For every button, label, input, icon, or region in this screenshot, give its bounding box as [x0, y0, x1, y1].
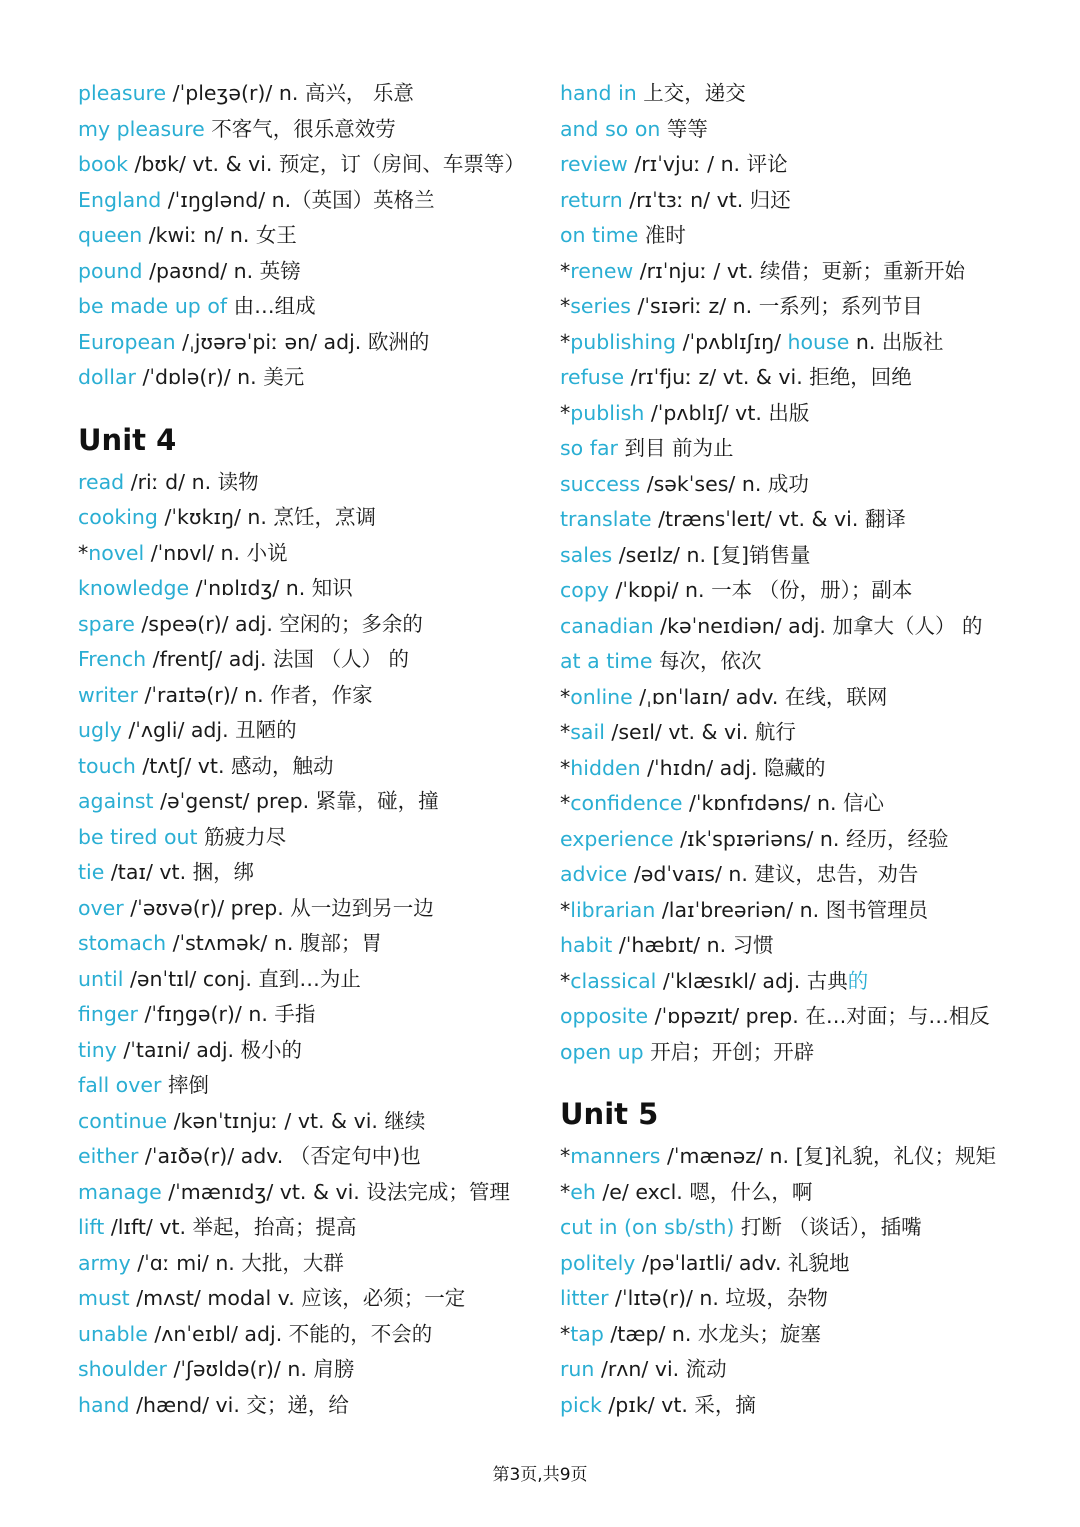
entry-definition: /tæp/ n. 水龙头；旋塞 [603, 1321, 821, 1346]
vocab-entry [78, 112, 548, 148]
entry-word: be tired out [78, 824, 198, 849]
vocab-entry [560, 715, 1030, 751]
entry-definition: /hænd/ vi. 交；递，给 [129, 1392, 349, 1417]
vocab-entry [78, 1139, 548, 1175]
entry-word: return [560, 187, 623, 212]
entry-definition: /ˌjʊərəˈpiː ən/ adj. 欧洲的 [175, 329, 430, 354]
entry-word: knowledge [78, 576, 190, 600]
vocab-entry [78, 926, 548, 962]
entry-definition: /tʌtʃ/ vt. 感动，触动 [135, 753, 334, 778]
entry-word: hand in [560, 81, 637, 105]
entry-definition: 开启；开创；开辟 [643, 1039, 815, 1064]
vocab-entry [560, 254, 1030, 290]
entry-word: so far [560, 436, 618, 460]
vocab-entry [560, 147, 1030, 183]
vocab-entry [78, 218, 548, 254]
entry-definition: /ˈlɪtə(r)/ n. 垃圾，杂物 [608, 1286, 828, 1310]
entry-word: fall over [78, 1073, 162, 1097]
entry-definition: /rɪˈvjuː / n. 评论 [627, 152, 788, 176]
vocab-entry [560, 1139, 1030, 1175]
vocab-entry [78, 325, 548, 361]
unit-5-entries [560, 1139, 1030, 1423]
entry-word: read [78, 469, 125, 494]
right-column [560, 76, 1030, 1423]
entry-definition: /ˈmænəz/ n. [复]礼貌，礼仪；规矩 [660, 1144, 996, 1168]
entry-word: pound [78, 258, 143, 283]
entry-definition: /seɪlz/ n. [复]销售量 [612, 542, 811, 567]
entry-word: publish [570, 400, 645, 425]
vocab-entry [78, 465, 548, 501]
vocab-entry [78, 571, 548, 607]
vocab-entry [560, 538, 1030, 574]
vocab-entry [560, 396, 1030, 432]
entry-word: lift [78, 1215, 105, 1239]
entry-definition: /ˈkʊkɪŋ/ n. 烹饪，烹调 [157, 505, 376, 529]
entry-definition: 上交，递交 [636, 81, 746, 105]
vocab-entry [560, 680, 1030, 716]
entry-definition: /ˈpʌblɪʃ/ vt. 出版 [644, 400, 810, 425]
entry-definition: /ɪkˈspɪəriəns/ n. 经历，经验 [673, 826, 949, 851]
vocab-entry [560, 1352, 1030, 1388]
entry-definition: 筋疲力尽 [197, 824, 287, 849]
vocab-entry [560, 964, 1030, 1000]
vocab-entry [78, 500, 548, 536]
entry-word: and so on [560, 116, 661, 141]
vocab-entry [78, 1175, 548, 1211]
entry-word: touch [78, 753, 136, 778]
entry-definition: /pəˈlaɪtli/ adv. 礼貌地 [635, 1250, 850, 1275]
entry-word: on time [560, 223, 639, 247]
entry-definition: /rɪˈfjuː z/ vt. & vi. 拒绝，回绝 [624, 365, 912, 389]
entry-definition: /ˈkɒnfɪdəns/ n. 信心 [682, 791, 885, 815]
entry-definition: 打断 （谈话），插嘴 [734, 1215, 922, 1239]
vocab-entry [560, 928, 1030, 964]
entry-definition: /ənˈtɪl/ conj. 直到…为止 [123, 966, 361, 991]
entry-word: renew [570, 258, 634, 283]
entry-word: translate [560, 507, 652, 531]
vocab-entry [78, 962, 548, 998]
vocab-entry [560, 751, 1030, 787]
entry-definition: /ˈɪŋglənd/ n.（英国）英格兰 [161, 187, 435, 212]
entry-definition: /ˈaɪðə(r)/ adv. （否定句中)也 [138, 1144, 421, 1168]
vocab-entry [78, 1104, 548, 1140]
entry-definition: /ˈəʊvə(r)/ prep. 从一边到另一边 [123, 895, 434, 920]
vocab-entry [560, 1388, 1030, 1424]
entry-definition: /ˈhæbɪt/ n. 习惯 [612, 933, 774, 957]
vocab-entry [78, 1317, 548, 1353]
vocab-entry [560, 644, 1030, 680]
entry-definition: /ˈklæsɪkl/ adj. 古典 [656, 968, 848, 993]
entry-star: * [78, 540, 89, 565]
entry-word: politely [560, 1250, 636, 1275]
vocab-entry [78, 855, 548, 891]
entry-word: run [560, 1357, 595, 1381]
entry-word: at a time [560, 649, 653, 673]
entry-definition: /laɪˈbreəriən/ n. 图书管理员 [655, 897, 929, 922]
vocab-entry [560, 183, 1030, 219]
vocab-entry [560, 573, 1030, 609]
entry-definition: /bʊk/ vt. & vi. 预定，订（房间、车票等） [127, 152, 525, 176]
entry-word: cooking [78, 505, 158, 529]
vocab-entry [78, 183, 548, 219]
vocab-entry [78, 642, 548, 678]
entry-definition: 到目 前为止 [617, 436, 734, 460]
entry-word: review [560, 152, 628, 176]
entry-definition: /pɪk/ vt. 采，摘 [601, 1392, 756, 1417]
entry-definition: /ʌnˈeɪbl/ adj. 不能的，不会的 [147, 1321, 433, 1346]
entry-star: * [560, 684, 571, 709]
entry-word: series [570, 294, 631, 318]
entry-definition: 每次，依次 [652, 649, 762, 673]
entry-definition: /ˈɑː mi/ n. 大批，大群 [130, 1250, 344, 1275]
entry-word: sales [560, 542, 613, 567]
left-top-entries [78, 76, 548, 396]
vocab-entry [78, 749, 548, 785]
entry-word: writer [78, 682, 138, 707]
entry-definition: /ˌɒnˈlaɪn/ adv. 在线，联网 [632, 684, 888, 709]
vocab-entry [78, 76, 548, 112]
entry-word: opposite [560, 1004, 649, 1028]
entry-word: England [78, 187, 162, 212]
entry-definition: /kwiː n/ n. 女王 [142, 223, 297, 247]
unit-4-title: Unit 4 [78, 422, 177, 457]
entry-word: manage [78, 1179, 162, 1204]
entry-star: * [560, 1179, 571, 1204]
entry-word: dollar [78, 365, 136, 389]
entry-star: * [560, 1144, 571, 1168]
vocab-entry [560, 893, 1030, 929]
vocab-entry [560, 467, 1030, 503]
vocab-entry [560, 431, 1030, 467]
vocab-entry [78, 1246, 548, 1282]
entry-definition: /ˈnɒvl/ n. 小说 [144, 540, 288, 565]
vocab-entry [560, 1210, 1030, 1246]
entry-definition: /kənˈtɪnjuː / vt. & vi. 继续 [167, 1108, 426, 1133]
entry-definition: /rʌn/ vi. 流动 [594, 1357, 727, 1381]
vocab-entry [560, 822, 1030, 858]
vocab-entry [560, 360, 1030, 396]
entry-definition: /ˈɒpəzɪt/ prep. 在…对面；与…相反 [648, 1004, 990, 1028]
entry-definition: /ˈsɪəriː z/ n. 一系列；系列节目 [630, 294, 923, 318]
entry-word: be made up of [78, 294, 228, 318]
vocab-entry [78, 536, 548, 572]
entry-word: open up [560, 1039, 644, 1064]
vocab-entry [78, 1210, 548, 1246]
entry-word: confidence [570, 791, 683, 815]
entry-word: pleasure [78, 81, 167, 105]
right-top-entries [560, 76, 1030, 1070]
entry-word: hidden [570, 755, 641, 780]
vocab-entry [78, 784, 548, 820]
entry-definition: /ˈdɒlə(r)/ n. 美元 [135, 365, 305, 389]
entry-word: refuse [560, 365, 625, 389]
page-footer: 第3页,共9页 [492, 1465, 588, 1485]
entry-word: tap [570, 1321, 604, 1346]
left-column [78, 76, 548, 1423]
entry-word: experience [560, 826, 674, 851]
entry-definition: /seɪl/ vt. & vi. 航行 [604, 720, 796, 744]
entry-definition: /riː d/ n. 读物 [124, 469, 259, 494]
entry-word: librarian [570, 897, 656, 922]
entry-star: * [560, 258, 571, 283]
entry-definition: /ˈmænɪdʒ/ vt. & vi. 设法完成；管理 [161, 1179, 510, 1204]
entry-star: * [560, 329, 571, 354]
entry-definition: /ˈʃəʊldə(r)/ n. 肩膀 [166, 1357, 355, 1381]
entry-word: habit [560, 933, 613, 957]
entry-definition: /ˈtaɪni/ adj. 极小的 [116, 1037, 303, 1062]
vocab-entry [560, 218, 1030, 254]
entry-definition: /əˈgenst/ prep. 紧靠，碰，撞 [153, 789, 439, 813]
entry-definition: /ˈpʌblɪʃɪŋ/ [676, 329, 788, 354]
vocab-entry [78, 1352, 548, 1388]
vocab-entry [560, 999, 1030, 1035]
entry-definition: 摔倒 [161, 1073, 209, 1097]
vocab-entry [560, 786, 1030, 822]
entry-definition: /ˈʌgli/ adj. 丑陋的 [121, 718, 297, 742]
entry-word: either [78, 1144, 139, 1168]
entry-word: continue [78, 1108, 168, 1133]
vocab-entry [560, 1246, 1030, 1282]
entry-definition: /taɪ/ vt. 捆，绑 [104, 860, 255, 884]
entry-word: stomach [78, 931, 167, 955]
entry-definition: /səkˈses/ n. 成功 [640, 471, 809, 496]
entry-word: eh [570, 1179, 596, 1204]
entry-word: finger [78, 1002, 138, 1026]
vocab-entry [560, 857, 1030, 893]
vocab-entry [560, 1281, 1030, 1317]
entry-word: pick [560, 1392, 602, 1417]
entry-definition: /paʊnd/ n. 英镑 [142, 258, 301, 283]
entry-word: book [78, 152, 128, 176]
entry-word-extra: 的 [847, 968, 869, 993]
entry-word: classical [570, 968, 657, 993]
entry-definition: /rɪˈtɜː n/ vt. 归还 [622, 187, 791, 212]
unit-5-title: Unit 5 [560, 1097, 659, 1131]
entry-star: * [560, 400, 571, 425]
entry-word-extra: house [787, 329, 850, 354]
vocab-entry [78, 360, 548, 396]
entry-star: * [560, 720, 571, 744]
entry-word: litter [560, 1286, 609, 1310]
entry-definition: 由…组成 [227, 294, 316, 318]
entry-word: French [78, 647, 147, 671]
entry-word: over [78, 895, 124, 920]
vocab-entry [560, 1035, 1030, 1071]
entry-definition: /ˈstʌmək/ n. 腹部；胃 [166, 931, 382, 955]
vocab-entry [78, 891, 548, 927]
entry-definition: /ˈraɪtə(r)/ n. 作者，作家 [137, 682, 373, 707]
vocab-entry [78, 147, 548, 183]
entry-word: unable [78, 1321, 148, 1346]
entry-word: success [560, 471, 641, 496]
entry-word: hand [78, 1392, 130, 1417]
entry-word: publishing [570, 329, 677, 354]
vocab-entry [560, 289, 1030, 325]
entry-definition: 准时 [638, 223, 686, 247]
entry-word: copy [560, 578, 609, 602]
entry-definition: /speə(r)/ adj. 空闲的；多余的 [134, 611, 423, 636]
vocab-entry [78, 1281, 548, 1317]
entry-definition: /mʌst/ modal v. 应该，必须；一定 [129, 1286, 466, 1310]
entry-definition: /ˈfɪŋgə(r)/ n. 手指 [137, 1002, 316, 1026]
entry-definition: /ˈkɒpi/ n. 一本 （份，册）；副本 [608, 578, 913, 602]
vocab-entry [560, 325, 1030, 361]
entry-definition-extra: n. 出版社 [849, 329, 944, 354]
vocab-entry [560, 76, 1030, 112]
vocab-entry [560, 1317, 1030, 1353]
entry-star: * [560, 897, 571, 922]
entry-word: shoulder [78, 1357, 167, 1381]
vocab-entry [78, 678, 548, 714]
vocab-entry [560, 112, 1030, 148]
vocab-entry [78, 820, 548, 856]
entry-definition: /trænsˈleɪt/ vt. & vi. 翻译 [651, 507, 906, 531]
entry-word: European [78, 329, 176, 354]
entry-definition: /lɪft/ vt. 举起，抬高；提高 [104, 1215, 357, 1239]
vocab-entry [78, 1068, 548, 1104]
entry-definition: /frentʃ/ adj. 法国 （人） 的 [146, 647, 410, 671]
vocab-entry [78, 289, 548, 325]
vocab-entry [78, 1033, 548, 1069]
entry-star: * [560, 1321, 571, 1346]
entry-definition: /ˈnɒlɪdʒ/ n. 知识 [189, 576, 353, 600]
entry-definition: 等等 [660, 116, 708, 141]
entry-word: must [78, 1286, 130, 1310]
entry-word: spare [78, 611, 135, 636]
entry-star: * [560, 294, 571, 318]
entry-word: queen [78, 223, 143, 247]
entry-word: online [570, 684, 633, 709]
entry-word: tie [78, 860, 105, 884]
entry-word: manners [570, 1144, 661, 1168]
entry-word: tiny [78, 1037, 117, 1062]
entry-definition: /kəˈneɪdiən/ adj. 加拿大（人） 的 [653, 613, 983, 638]
entry-star: * [560, 968, 571, 993]
entry-word: until [78, 966, 124, 991]
vocab-entry [78, 607, 548, 643]
entry-definition: /ədˈvaɪs/ n. 建议，忠告，劝告 [627, 862, 919, 886]
entry-word: advice [560, 862, 628, 886]
entry-word: army [78, 1250, 131, 1275]
entry-star: * [560, 755, 571, 780]
vocab-entry [560, 1175, 1030, 1211]
entry-star: * [560, 791, 571, 815]
entry-definition: /e/ excl. 嗯，什么，啊 [595, 1179, 813, 1204]
vocab-entry [78, 997, 548, 1033]
entry-definition: /ˈhɪdn/ adj. 隐藏的 [640, 755, 826, 780]
entry-word: novel [88, 540, 145, 565]
vocab-entry [78, 713, 548, 749]
entry-definition: /rɪˈnjuː / vt. 续借；更新；重新开始 [633, 258, 966, 283]
entry-definition: /ˈpleʒə(r)/ n. 高兴， 乐意 [166, 81, 414, 105]
entry-word: sail [570, 720, 605, 744]
entry-word: against [78, 789, 154, 813]
vocab-entry [78, 254, 548, 290]
vocab-entry [560, 502, 1030, 538]
entry-word: cut in (on sb/sth) [560, 1215, 735, 1239]
entry-word: ugly [78, 718, 122, 742]
vocab-entry [78, 1388, 548, 1424]
unit-4-entries [78, 465, 548, 1424]
entry-word: canadian [560, 613, 654, 638]
entry-definition: 不客气，很乐意效劳 [204, 116, 396, 141]
vocab-entry [560, 609, 1030, 645]
entry-word: my pleasure [78, 116, 205, 141]
